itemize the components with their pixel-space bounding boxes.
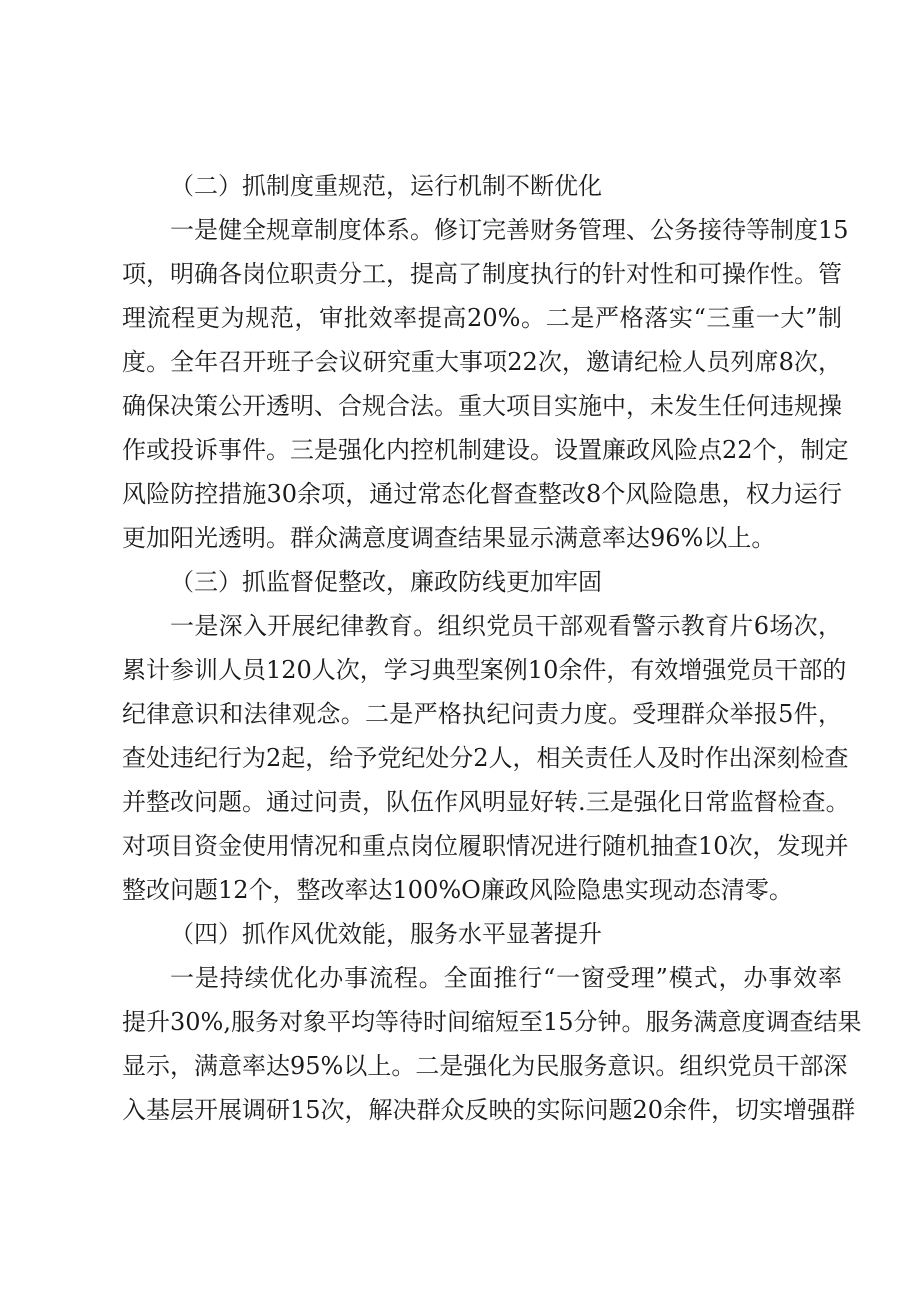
- paragraph-line: 风险防控措施30余项，通过常态化督查整改8个风险隐患，权力运行: [122, 480, 842, 508]
- paragraph-line: 理流程更为规范，审批效率提高20%。二是严格落实“三重一大”制: [122, 304, 842, 332]
- paragraph-line: 提升30%,服务对象平均等待时间缩短至15分钟。服务满意度调查结果: [122, 1008, 862, 1036]
- paragraph-line: 度。全年召开班子会议研究重大事项22次，邀请纪检人员列席8次，: [122, 348, 842, 376]
- paragraph-line: 一是健全规章制度体系。修订完善财务管理、公务接待等制度15: [170, 216, 849, 244]
- paragraph-line: 显示，满意率达95%以上。二是强化为民服务意识。组织党员干部深: [122, 1052, 848, 1080]
- paragraph-line: 查处违纪行为2起，给予党纪处分2人，相关责任人及时作出深刻检查: [122, 744, 849, 772]
- paragraph-line: 确保决策公开透明、合规合法。重大项目实施中，未发生任何违规操: [122, 392, 842, 420]
- paragraph-line: 更加阳光透明。群众满意度调查结果显示满意率达96%以上。: [122, 524, 776, 552]
- paragraph-line: 入基层开展调研15次，解决群众反映的实际问题20余件，切实增强群: [122, 1096, 856, 1124]
- paragraph-line: 一是深入开展纪律教育。组织党员干部观看警示教育片6场次，: [170, 612, 842, 640]
- section-heading-3: （三）抓监督促整改，廉政防线更加牢固: [170, 568, 602, 596]
- paragraph-line: 累计参训人员120人次，学习典型案例10余件，有效增强党员干部的: [122, 656, 847, 684]
- paragraph-line: 并整改问题。通过问责，队伍作风明显好转.三是强化日常监督检查。: [122, 788, 850, 816]
- paragraph-line: 项，明确各岗位职责分工，提高了制度执行的针对性和可操作性。管: [122, 260, 842, 288]
- section-heading-2: （二）抓制度重规范，运行机制不断优化: [170, 172, 602, 200]
- paragraph-line: 对项目资金使用情况和重点岗位履职情况进行随机抽查10次，发现并: [122, 832, 849, 860]
- paragraph-line: 一是持续优化办事流程。全面推行“一窗受理”模式，办事效率: [170, 964, 842, 992]
- section-heading-4: （四）抓作风优效能，服务水平显著提升: [170, 920, 602, 948]
- paragraph-line: 纪律意识和法律观念。二是严格执纪问责力度。受理群众举报5件，: [122, 700, 842, 728]
- paragraph-line: 作或投诉事件。三是强化内控机制建设。设置廉政风险点22个，制定: [122, 436, 849, 464]
- paragraph-line: 整改问题12个，整改率达100%O廉政风险隐患实现动态清零。: [122, 876, 793, 904]
